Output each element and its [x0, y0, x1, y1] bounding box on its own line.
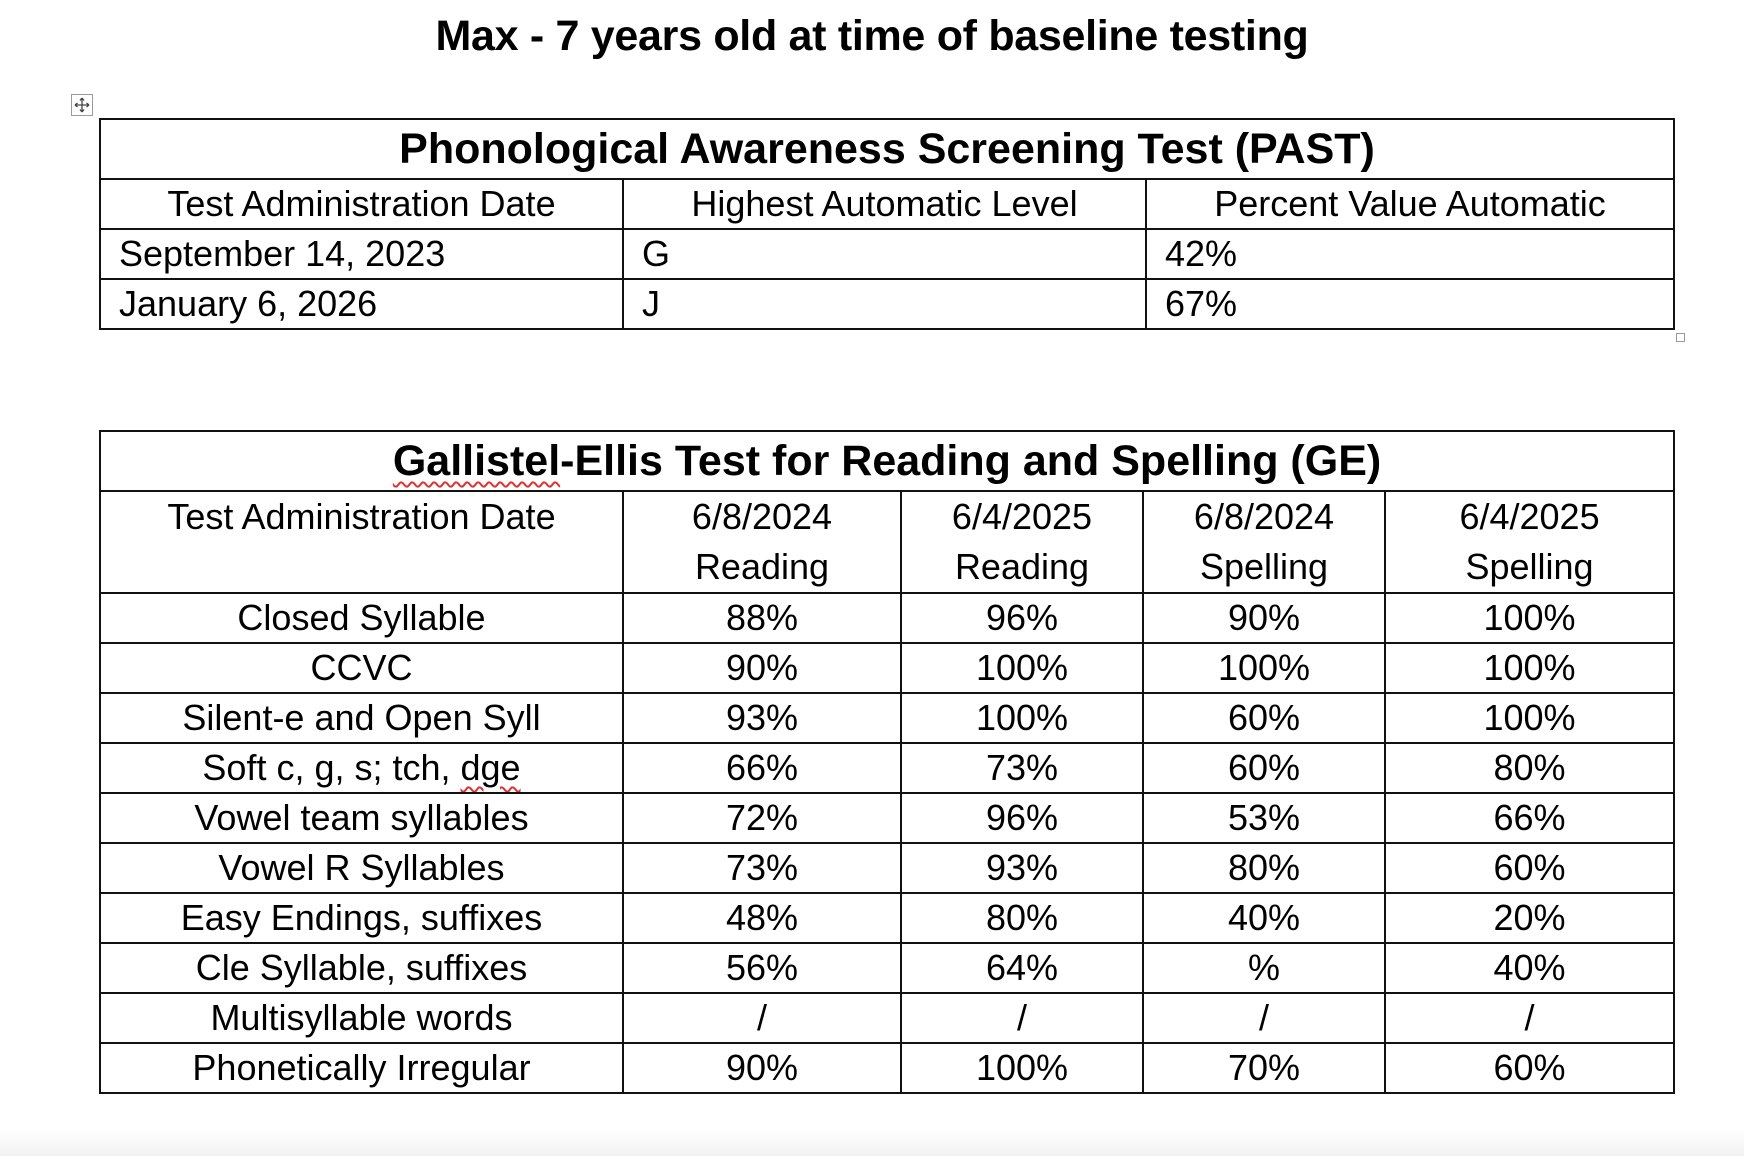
table-row	[100, 1043, 1674, 1093]
column-type: Reading	[954, 546, 1090, 587]
row-label: Vowel R Syllables	[100, 843, 623, 893]
column-header: Test Administration Date	[100, 491, 623, 593]
table-cell: 70%	[1143, 1043, 1385, 1093]
ge-header-row	[100, 491, 1674, 593]
table-cell: 53%	[1143, 793, 1385, 843]
table-cell: J	[623, 279, 1146, 329]
table-row	[100, 693, 1674, 743]
table-cell: 100%	[1385, 593, 1674, 643]
column-header	[1143, 491, 1385, 593]
table-cell: 60%	[1143, 693, 1385, 743]
page-bottom-edge	[0, 1130, 1744, 1156]
row-label: Vowel team syllables	[100, 793, 623, 843]
column-date: 6/8/2024	[691, 496, 833, 537]
column-header: Test Administration Date	[100, 179, 623, 229]
column-date: 6/4/2025	[1459, 496, 1600, 537]
row-label: Closed Syllable	[100, 593, 623, 643]
table-row	[100, 279, 1674, 329]
table-cell: G	[623, 229, 1146, 279]
table-cell: /	[901, 993, 1143, 1043]
table-cell: 100%	[1385, 693, 1674, 743]
table-cell: 93%	[623, 693, 901, 743]
table-cell: /	[1385, 993, 1674, 1043]
column-header	[1385, 491, 1674, 593]
table-row	[100, 893, 1674, 943]
table-cell: 48%	[623, 893, 901, 943]
table-row	[100, 843, 1674, 893]
column-type: Spelling	[1465, 546, 1594, 587]
table-cell: 100%	[1385, 643, 1674, 693]
table-move-handle[interactable]	[71, 94, 93, 116]
table-cell: 64%	[901, 943, 1143, 993]
row-label: Cle Syllable, suffixes	[100, 943, 623, 993]
table-cell: 100%	[901, 643, 1143, 693]
page-title: Max - 7 years old at time of baseline testing	[435, 12, 1309, 60]
table-cell: 73%	[623, 843, 901, 893]
table-cell: 80%	[901, 893, 1143, 943]
row-label-text: Soft c, g, s; tch,	[202, 747, 461, 788]
row-label: Phonetically Irregular	[100, 1043, 623, 1093]
ge-table-title	[100, 431, 1674, 491]
move-icon	[74, 97, 90, 113]
column-header: Percent Value Automatic	[1146, 179, 1674, 229]
table-cell: 96%	[901, 793, 1143, 843]
table-row	[100, 643, 1674, 693]
table-cell: 80%	[1143, 843, 1385, 893]
table-cell: 60%	[1385, 843, 1674, 893]
table-cell: 90%	[623, 643, 901, 693]
table-cell: 88%	[623, 593, 901, 643]
ge-title-flagged-word: Gallistel	[392, 437, 561, 485]
table-cell: 40%	[1143, 893, 1385, 943]
past-table-title: Phonological Awareness Screening Test (PAST)	[100, 119, 1674, 179]
past-header-row	[100, 179, 1674, 229]
table-cell: 60%	[1143, 743, 1385, 793]
table-cell: 93%	[901, 843, 1143, 893]
table-resize-handle[interactable]	[1676, 333, 1685, 342]
table-row	[100, 793, 1674, 843]
row-label: Silent-e and Open Syll	[100, 693, 623, 743]
ge-title-rest: -Ellis Test for Reading and Spelling (GE)	[560, 437, 1382, 485]
table-cell: 100%	[901, 1043, 1143, 1093]
table-cell: 66%	[623, 743, 901, 793]
table-cell: 73%	[901, 743, 1143, 793]
table-row	[100, 943, 1674, 993]
table-cell: 72%	[623, 793, 901, 843]
ge-title-row	[100, 431, 1674, 491]
table-cell: 80%	[1385, 743, 1674, 793]
table-cell: 100%	[1143, 643, 1385, 693]
table-cell: 66%	[1385, 793, 1674, 843]
table-cell: 100%	[901, 693, 1143, 743]
table-row	[100, 743, 1674, 793]
row-label: Multisyllable words	[100, 993, 623, 1043]
table-cell: 20%	[1385, 893, 1674, 943]
table-row	[100, 229, 1674, 279]
table-cell: January 6, 2026	[100, 279, 623, 329]
table-cell: 60%	[1385, 1043, 1674, 1093]
row-label-flagged-word: dge	[460, 747, 521, 788]
table-row	[100, 593, 1674, 643]
column-header	[623, 491, 901, 593]
table-cell: September 14, 2023	[100, 229, 623, 279]
column-date: 6/8/2024	[1193, 496, 1335, 537]
column-header: Highest Automatic Level	[623, 179, 1146, 229]
table-row	[100, 993, 1674, 1043]
table-cell: %	[1143, 943, 1385, 993]
column-header	[901, 491, 1143, 593]
table-cell: 56%	[623, 943, 901, 993]
ge-table	[99, 430, 1675, 1094]
table-cell: 90%	[623, 1043, 901, 1093]
row-label: Easy Endings, suffixes	[100, 893, 623, 943]
table-cell: /	[1143, 993, 1385, 1043]
column-type: Spelling	[1199, 546, 1329, 587]
table-cell: 42%	[1146, 229, 1674, 279]
past-title-row	[100, 119, 1674, 179]
row-label: CCVC	[100, 643, 623, 693]
table-cell: 67%	[1146, 279, 1674, 329]
column-date: 6/4/2025	[951, 496, 1093, 537]
table-cell: /	[623, 993, 901, 1043]
row-label	[100, 743, 623, 793]
table-cell: 90%	[1143, 593, 1385, 643]
table-cell: 96%	[901, 593, 1143, 643]
past-table	[99, 118, 1675, 330]
table-cell: 40%	[1385, 943, 1674, 993]
column-type: Reading	[694, 546, 830, 587]
